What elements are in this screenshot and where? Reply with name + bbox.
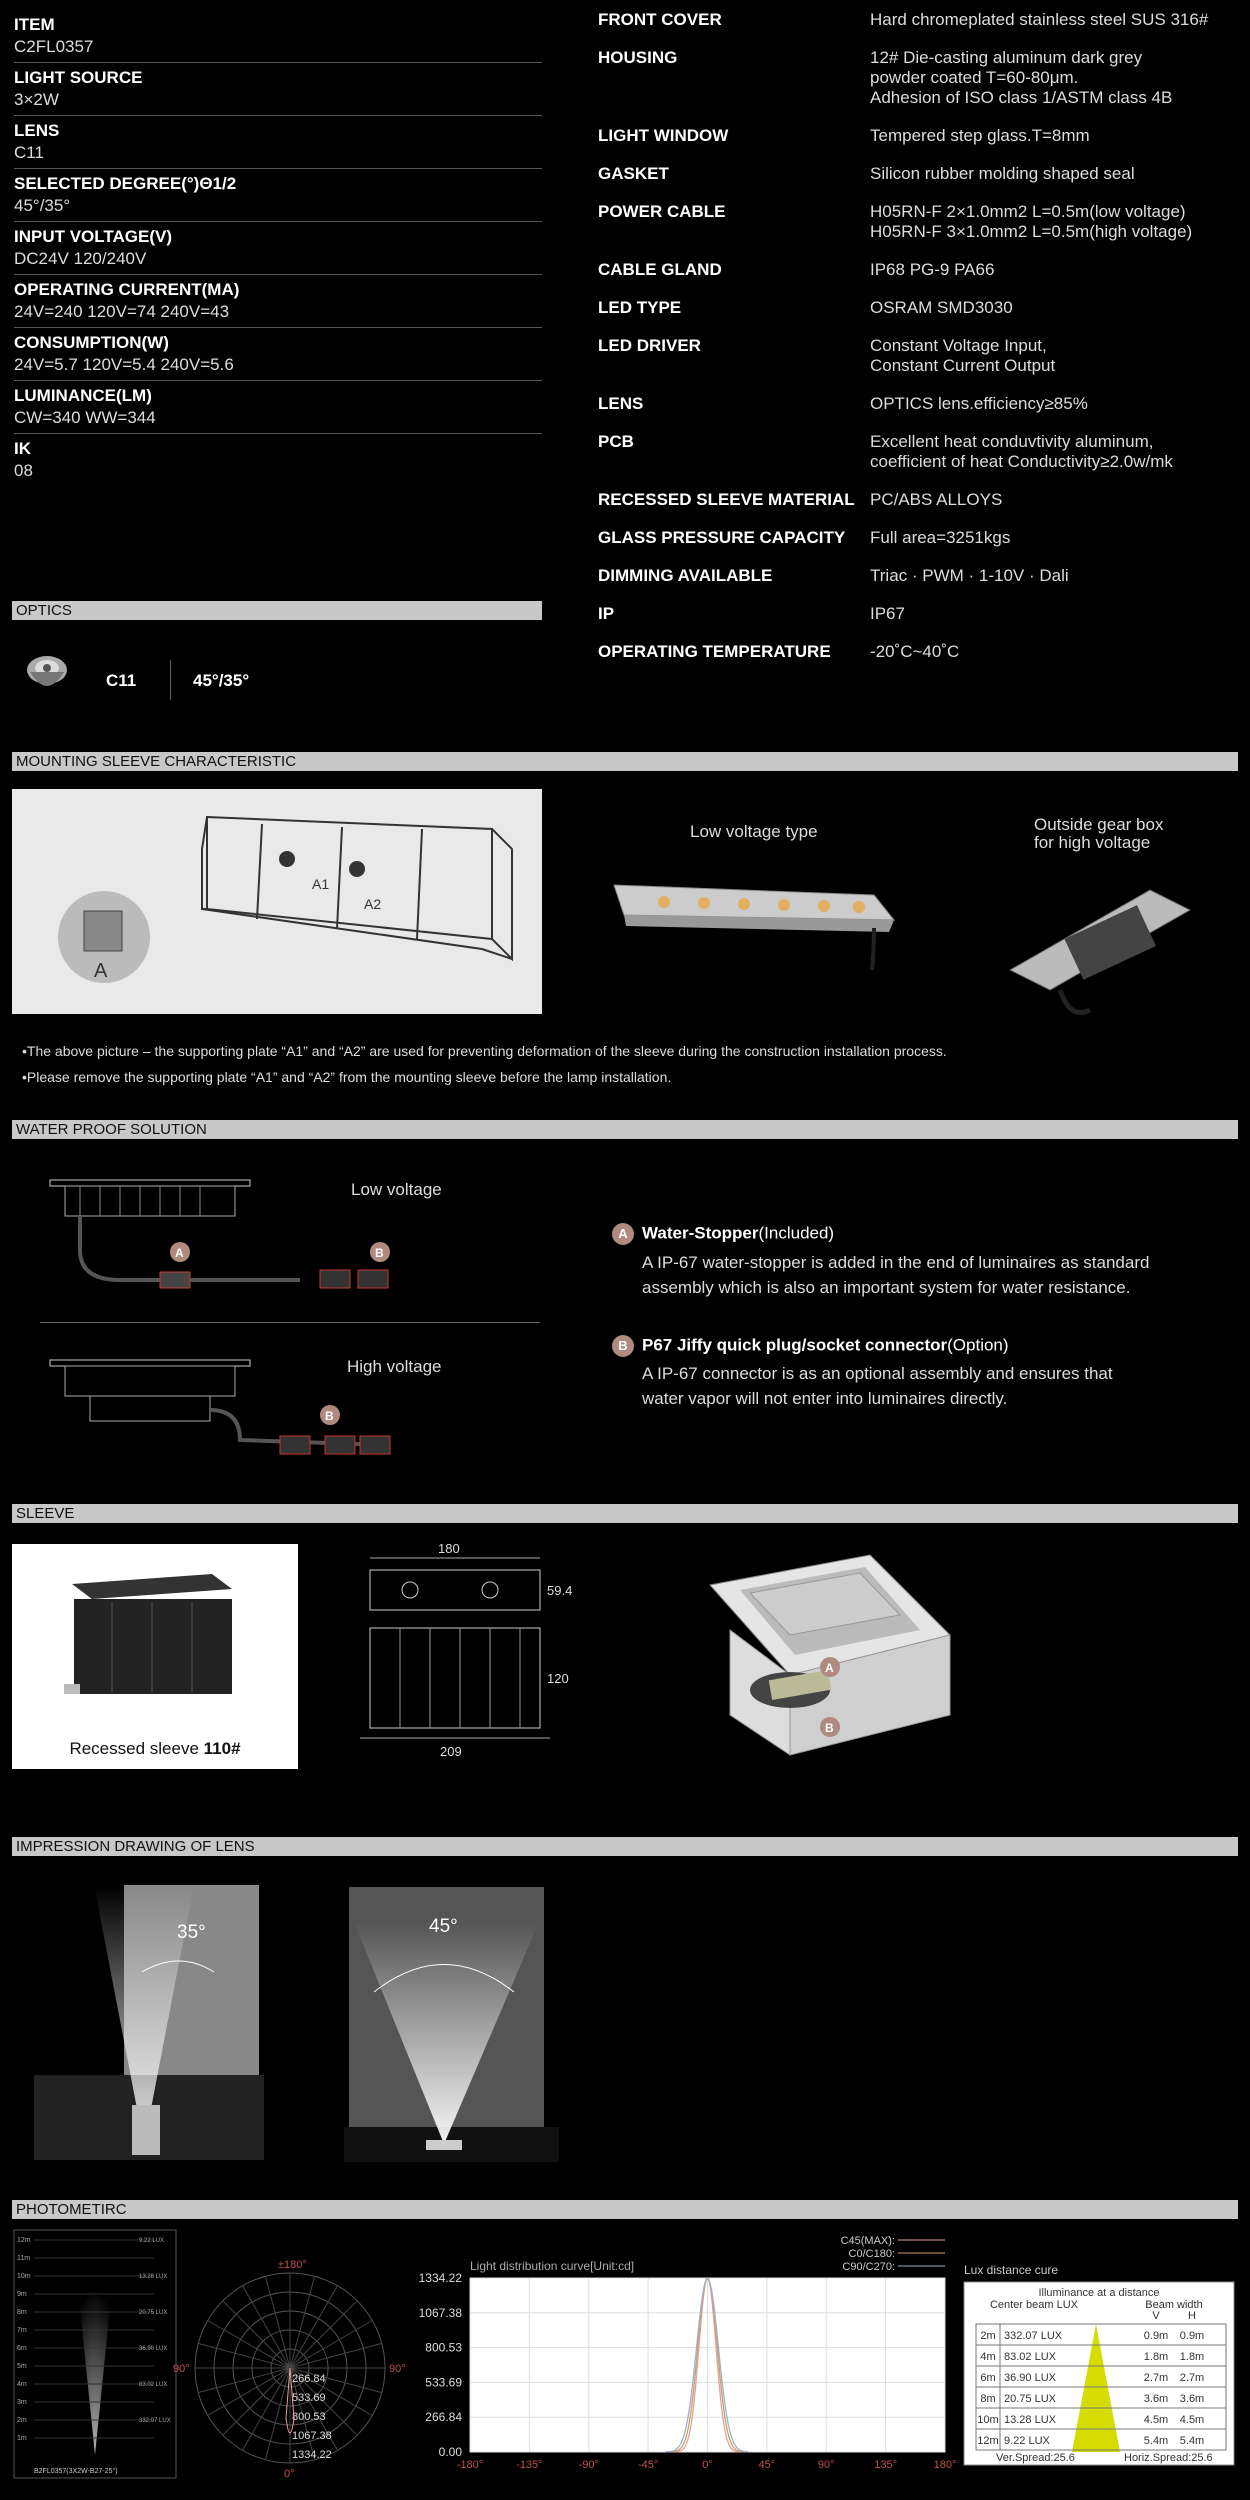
spec-right-item: [598, 48, 1238, 108]
illuminance-cone-image: [14, 2230, 176, 2480]
connector-title: B P67 Jiffy quick plug/socket connector(Option): [612, 1335, 1009, 1357]
spec-right-item: [598, 260, 1238, 280]
polar-left-label: 90°: [173, 2363, 190, 2375]
photometric-header: PHOTOMETIRC: [12, 2200, 1238, 2219]
lens-45-impression: [344, 1882, 559, 2162]
water-stopper-title: A Water-Stopper(Included): [612, 1223, 834, 1245]
spec-label: HOUSING: [598, 48, 678, 67]
label-a2: A2: [364, 896, 382, 912]
spec-right-item: [598, 642, 1238, 662]
spec-value: Silicon rubber molding shaped seal: [870, 164, 1135, 183]
lux-distance-title: Lux distance cure: [964, 2263, 1059, 2277]
degree-35: 35°: [177, 1922, 206, 1943]
lux-value: 20.75 LUX: [1004, 2393, 1056, 2405]
spec-value: -20˚C~40˚C: [870, 642, 960, 661]
polar-value-label: 266.84: [292, 2373, 326, 2385]
label-a: A: [94, 960, 108, 982]
spec-value: C2FL0357: [14, 37, 94, 56]
spec-right-item: [598, 10, 1238, 30]
spec-label: LIGHT WINDOW: [598, 126, 729, 145]
spec-value: OPTICS lens.efficiency≥85%: [870, 394, 1088, 413]
y-tick-label: 533.69: [425, 2375, 462, 2390]
optics-degree: 45°/35°: [193, 671, 250, 690]
spec-value: 12# Die-casting aluminum dark grey powder coated T=60-80μm. Adhesion of ISO class 1/ASTM class 4B: [870, 48, 1173, 107]
height-label: 1m: [17, 2435, 27, 2442]
spec-value: Triac · PWM · 1-10V · Dali: [870, 566, 1069, 585]
svg-text:A: A: [175, 1246, 184, 1260]
dim-59-4: 59.4: [547, 1583, 573, 1598]
horiz-spread: Horiz.Spread:25.6: [1124, 2452, 1213, 2464]
lux-v-value: 2.7m: [1143, 2372, 1169, 2384]
spec-value: H05RN-F 2×1.0mm2 L=0.5m(low voltage) H05RN-F 3×1.0mm2 L=0.5m(high voltage): [870, 202, 1193, 241]
spec-left-item: [14, 116, 542, 169]
mounting-note-1: •The above picture – the supporting plate “A1” and “A2” are used for preventing deformation of the sleeve during the construction installation process.: [22, 1043, 947, 1059]
mounting-note-2: •Please remove the supporting plate “A1” and “A2” from the mounting sleeve before the lamp installation.: [22, 1069, 672, 1085]
mounting-sleeve-image: [12, 789, 542, 1014]
spec-label: OPERATING TEMPERATURE: [598, 642, 831, 661]
optics-header: OPTICS: [12, 601, 542, 620]
degree-45: 45°: [429, 1916, 458, 1937]
spec-value: Hard chromeplated stainless steel SUS 316#: [870, 10, 1209, 29]
spec-value: Constant Voltage Input, Constant Current Output: [870, 336, 1056, 375]
spec-left-item: [14, 10, 542, 63]
spec-label: PCB: [598, 432, 634, 451]
polar-bottom-label: 0°: [284, 2468, 295, 2480]
spec-left-item: [14, 328, 542, 381]
spec-label: IP: [598, 604, 615, 623]
lux-distance: 4m: [980, 2351, 996, 2363]
spec-value: 24V=240 120V=74 240V=43: [14, 302, 230, 321]
spec-label: INPUT VOLTAGE(V): [14, 227, 173, 246]
lens-35-impression: [34, 1880, 264, 2160]
sleeve-caption: Recessed sleeve 110#: [69, 1739, 241, 1758]
sleeve-header: SLEEVE: [12, 1504, 1238, 1523]
lux-h-value: 4.5m: [1179, 2414, 1205, 2426]
badge-b: B: [612, 1335, 634, 1357]
spec-value: PC/ABS ALLOYS: [870, 490, 1003, 509]
lux-value: 9.22 LUX: [1004, 2435, 1050, 2447]
water-stopper-text: A IP-67 water-stopper is added in the end of luminaires as standard assembly which is also an important system for water resistance.: [642, 1253, 1150, 1297]
polar-value-label: 1334.22: [292, 2449, 332, 2461]
x-tick-label: 180°: [933, 2459, 957, 2471]
spec-label: LED TYPE: [598, 298, 682, 317]
ver-spread: Ver.Spread:25.6: [996, 2452, 1075, 2464]
spec-label: ITEM: [14, 15, 55, 34]
polar-value-label: 533.69: [292, 2392, 326, 2404]
spec-label: LENS: [598, 394, 644, 413]
lux-v-value: 3.6m: [1143, 2393, 1169, 2405]
lux-v-value: 4.5m: [1143, 2414, 1169, 2426]
spec-right-item: [598, 202, 1238, 242]
lux-label: 332.07 LUX: [139, 2418, 171, 2424]
sleeve-dimension-drawing: [350, 1538, 590, 1768]
spec-label: POWER CABLE: [598, 202, 726, 221]
lux-header: Illuminance at a distance: [1038, 2287, 1160, 2299]
y-tick-label: 1334.22: [418, 2271, 462, 2285]
lux-h-value: 2.7m: [1179, 2372, 1205, 2384]
lux-h-value: 0.9m: [1179, 2330, 1205, 2342]
optics-lens: C11: [106, 671, 137, 690]
lux-center-header: Center beam LUX: [989, 2299, 1079, 2311]
svg-text:B: B: [825, 1721, 834, 1735]
lux-value: 83.02 LUX: [1004, 2351, 1056, 2363]
lens-icon: [22, 650, 72, 700]
model-caption: B2FL0357(3X2W-B27-25°): [34, 2468, 118, 2475]
lux-h-value: 3.6m: [1179, 2393, 1205, 2405]
spec-label: OPERATING CURRENT(MA): [14, 280, 240, 299]
lux-v-value: 5.4m: [1143, 2435, 1169, 2447]
polar-top-label: ±180°: [278, 2259, 307, 2271]
x-tick-label: -90°: [578, 2459, 599, 2471]
height-label: 11m: [17, 2255, 31, 2262]
optics-divider: [170, 660, 171, 700]
y-tick-label: 1067.38: [418, 2305, 462, 2320]
y-tick-label: 800.53: [425, 2340, 462, 2355]
spec-value: 3×2W: [14, 90, 59, 109]
gear-box-label: Outside gear box for high voltage: [1034, 815, 1164, 852]
high-voltage-gearbox-image: [1000, 880, 1200, 1020]
lux-v-value: 1.8m: [1143, 2351, 1169, 2363]
spec-value: CW=340 WW=344: [14, 408, 156, 427]
spec-value: IP67: [870, 604, 905, 623]
height-label: 9m: [17, 2291, 27, 2298]
polar-value-label: 1067.38: [292, 2430, 332, 2442]
spec-label: LED DRIVER: [598, 336, 701, 355]
legend-entry: C90/C270:: [842, 2261, 895, 2273]
x-tick-label: 135°: [874, 2459, 898, 2471]
x-tick-label: -135°: [516, 2459, 543, 2471]
low-voltage-luminaire-image: [604, 860, 894, 980]
low-voltage-label: Low voltage: [351, 1180, 442, 1199]
lux-value: 332.07 LUX: [1004, 2330, 1063, 2342]
spec-right-item: [598, 432, 1238, 472]
spec-value: Full area=3251kgs: [870, 528, 1011, 547]
dim-209: 209: [440, 1744, 462, 1759]
mounting-header: MOUNTING SLEEVE CHARACTERISTIC: [12, 752, 1238, 771]
badge-a: A: [612, 1223, 634, 1245]
spec-right-item: [598, 528, 1238, 548]
x-tick-label: -180°: [456, 2459, 484, 2471]
x-tick-label: 90°: [817, 2459, 835, 2471]
spec-label: RECESSED SLEEVE MATERIAL: [598, 490, 855, 509]
spec-label: CONSUMPTION(W): [14, 333, 169, 352]
spec-left-item: [14, 169, 542, 222]
y-tick-label: 266.84: [425, 2410, 462, 2425]
lux-value: 13.28 LUX: [1004, 2414, 1056, 2426]
dim-120: 120: [547, 1671, 569, 1686]
lux-v-value: 0.9m: [1143, 2330, 1169, 2342]
waterproof-divider: [40, 1322, 540, 1323]
spec-right-item: [598, 336, 1238, 376]
lux-distance: 8m: [980, 2393, 996, 2405]
spec-left-item: [14, 275, 542, 328]
spec-right-item: [598, 298, 1238, 318]
spec-value: DC24V 120/240V: [14, 249, 147, 268]
polar-distribution-chart: [173, 2250, 420, 2500]
lux-label: 20.75 LUX: [139, 2310, 168, 2316]
lux-distance: 10m: [977, 2414, 999, 2426]
spec-value: 45°/35°: [14, 196, 71, 215]
spec-right-item: [598, 394, 1238, 414]
spec-list-right: [598, 10, 1238, 680]
spec-value: Tempered step glass.T=8mm: [870, 126, 1090, 145]
connector-text: A IP-67 connector is as an optional assembly and ensures that water vapor will not enter into luminaires directly.: [642, 1364, 1113, 1408]
height-label: 7m: [17, 2327, 27, 2334]
lux-distance: 6m: [980, 2372, 996, 2384]
lux-v-header: V: [1152, 2310, 1160, 2322]
spec-right-item: [598, 604, 1238, 624]
lux-beam-header: Beam width: [1145, 2299, 1203, 2311]
spec-value: 08: [14, 461, 33, 480]
svg-text:A: A: [825, 1661, 834, 1675]
height-label: 2m: [17, 2417, 27, 2424]
lux-distance: 2m: [980, 2330, 996, 2342]
high-voltage-label: High voltage: [347, 1357, 442, 1376]
lux-h-header: H: [1188, 2310, 1196, 2322]
legend-entry: C45(MAX):: [840, 2235, 895, 2247]
spec-value: OSRAM SMD3030: [870, 298, 1013, 317]
sleeve-assembly-image: [700, 1555, 960, 1765]
spec-label: SELECTED DEGREE(°)Θ1/2: [14, 174, 237, 193]
height-label: 5m: [17, 2363, 27, 2370]
height-label: 12m: [17, 2237, 31, 2244]
svg-text:B: B: [375, 1246, 384, 1260]
spec-label: IK: [14, 439, 31, 458]
spec-label: GASKET: [598, 164, 669, 183]
lux-label: 9.22 LUX: [139, 2238, 165, 2244]
height-label: 6m: [17, 2345, 27, 2352]
impression-header: IMPRESSION DRAWING OF LENS: [12, 1837, 1238, 1856]
height-label: 3m: [17, 2399, 27, 2406]
spec-left-item: [14, 434, 542, 487]
spec-label: FRONT COVER: [598, 10, 722, 29]
spec-left-item: [14, 381, 542, 434]
polar-right-label: 90°: [389, 2363, 406, 2375]
spec-label: LUMINANCE(LM): [14, 386, 152, 405]
lux-h-value: 5.4m: [1179, 2435, 1205, 2447]
waterproof-header: WATER PROOF SOLUTION: [12, 1120, 1238, 1139]
recessed-sleeve-image: [12, 1544, 298, 1769]
spec-label: LIGHT SOURCE: [14, 68, 143, 87]
spec-left-item: [14, 63, 542, 116]
spec-label: LENS: [14, 121, 60, 140]
svg-text:B: B: [325, 1409, 334, 1423]
legend-entry: C0/C180:: [848, 2248, 895, 2260]
chart-title: Light distribution curve[Unit:cd]: [470, 2259, 635, 2273]
lux-label: 13.28 LUX: [139, 2274, 168, 2280]
lux-distance-table: [964, 2282, 1236, 2467]
low-voltage-type-label: Low voltage type: [690, 822, 818, 841]
spec-right-item: [598, 566, 1238, 586]
lux-label: 83.02 LUX: [139, 2382, 168, 2388]
spec-list-left: [14, 10, 542, 487]
spec-right-item: [598, 164, 1238, 184]
spec-label: CABLE GLAND: [598, 260, 722, 279]
height-label: 8m: [17, 2309, 27, 2316]
x-tick-label: -45°: [637, 2459, 659, 2471]
height-label: 4m: [17, 2381, 27, 2388]
spec-value: C11: [14, 143, 44, 162]
x-tick-label: 45°: [758, 2459, 776, 2471]
spec-value: IP68 PG-9 PA66: [870, 260, 995, 279]
spec-right-item: [598, 126, 1238, 146]
height-label: 10m: [17, 2273, 31, 2280]
light-distribution-chart: [400, 2230, 960, 2490]
polar-value-label: 800.53: [292, 2411, 326, 2423]
y-tick-label: 0.00: [438, 2445, 462, 2459]
spec-label: GLASS PRESSURE CAPACITY: [598, 528, 846, 547]
lux-label: 36.90 LUX: [139, 2346, 168, 2352]
spec-value: Excellent heat conduvtivity aluminum, coefficient of heat Conductivity≥2.0w/mk: [870, 432, 1173, 471]
label-a1: A1: [312, 876, 330, 892]
lux-value: 36.90 LUX: [1004, 2372, 1056, 2384]
lux-distance: 12m: [977, 2435, 999, 2447]
spec-left-item: [14, 222, 542, 275]
spec-right-item: [598, 490, 1238, 510]
x-tick-label: 0°: [702, 2459, 713, 2471]
dim-180: 180: [438, 1541, 460, 1556]
lux-h-value: 1.8m: [1179, 2351, 1205, 2363]
spec-value: 24V=5.7 120V=5.4 240V=5.6: [14, 355, 234, 374]
spec-label: DIMMING AVAILABLE: [598, 566, 773, 585]
